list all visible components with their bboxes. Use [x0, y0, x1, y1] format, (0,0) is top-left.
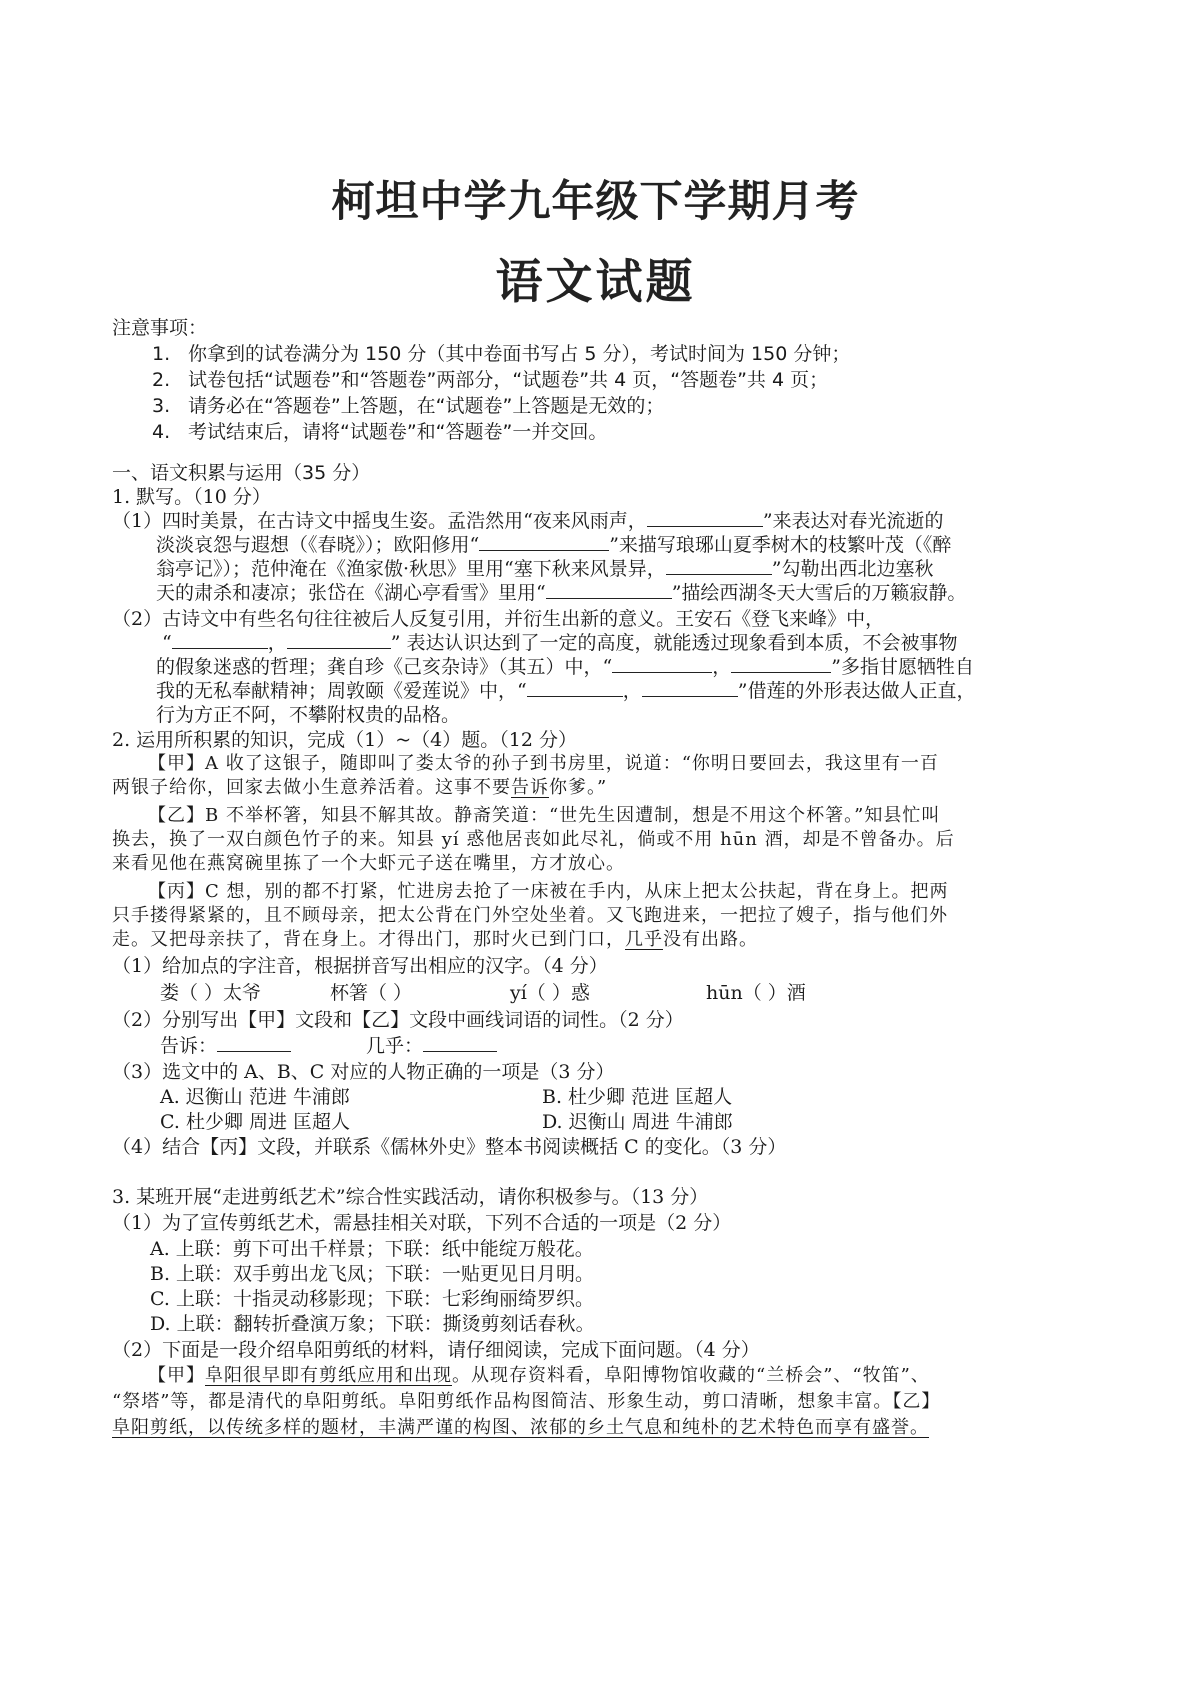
- passage-yi-line: 【乙】B 不举杯箸，知县不解其故。静斋笑道：“世先生因遭制，想是不用这个杯箸。”知县忙叫: [148, 805, 941, 826]
- passage-bing-line: 走。又把母亲扶了，背在身上。才得出门，那时火已到门口，几乎没有出路。: [112, 929, 758, 950]
- notice-item: 4. 考试结束后，请将“试题卷”和“答题卷”一并交回。: [152, 421, 608, 443]
- passage-bing-line: 【丙】C 想，别的都不打紧，忙进房去抢了一床被在手内，从床上把太公扶起，背在身上。把两: [148, 881, 949, 902]
- choice-option[interactable]: D. 迟衡山 周进 牛浦郎: [542, 1111, 733, 1133]
- q1-text-line: 淡淡哀怨与遐想（《春晓》）；欧阳修用“ ”来描写琅琊山夏季树木的枝繁叶茂（《醉: [156, 534, 952, 556]
- pinyin-item: hūn（ ）酒: [706, 982, 806, 1004]
- q2-subquestion: （4）结合【丙】文段，并联系《儒林外史》整本书阅读概括 C 的变化。（3 分）: [112, 1136, 787, 1158]
- passage-jia-line: 【甲】A 收了这银子，随即叫了娄太爷的孙子到书房里，说道：“你明日要回去，我这里有一百: [148, 753, 939, 774]
- q2-subquestion: （1）给加点的字注音，根据拼音写出相应的汉字。（4 分）: [112, 955, 608, 977]
- answer-blank[interactable]: [666, 556, 772, 575]
- answer-blank[interactable]: [612, 654, 712, 673]
- choice-option[interactable]: A. 迟衡山 范进 牛浦郎: [160, 1086, 350, 1108]
- choice-option[interactable]: B. 杜少卿 范进 匡超人: [542, 1086, 733, 1108]
- notice-heading: 注意事项：: [112, 317, 208, 339]
- underlined-sentence: 阜阳很早即有剪纸应用和出现: [205, 1365, 452, 1386]
- q1-text-line: 行为方正不阿，不攀附权贵的品格。: [156, 704, 461, 726]
- exam-subtitle: 语文试题: [495, 255, 696, 310]
- passage-yi-line: 换去，换了一双白颜色竹子的来。知县 yí 惑他居丧如此尽礼，倘或不用 hūn 酒，却是不曾备办。后: [112, 829, 955, 850]
- underlined-word: 告诉: [511, 777, 549, 798]
- q1-text-line: “ ， ” 表达认识达到了一定的高度，就能透过现象看到本质，不会被事物: [162, 632, 958, 654]
- question-1-heading: 1. 默写。（10 分）: [112, 486, 271, 508]
- underlined-word: 几乎: [625, 929, 663, 950]
- choice-option[interactable]: B. 上联：双手剪出龙飞凤；下联：一贴更见日月明。: [150, 1263, 595, 1285]
- q2-subquestion: （2）分别写出【甲】文段和【乙】文段中画线词语的词性。（2 分）: [112, 1009, 684, 1031]
- choice-option[interactable]: C. 上联：十指灵动移影现；下联：七彩绚丽绮罗织。: [150, 1288, 594, 1310]
- passage-jia-line: 两银子给你，回家去做小生意养活着。这事不要告诉你爹。”: [112, 777, 608, 798]
- q3-subquestion: （2）下面是一段介绍阜阳剪纸的材料，请仔细阅读，完成下面问题。（4 分）: [112, 1339, 760, 1361]
- pinyin-item: 娄（ ）太爷: [160, 982, 262, 1004]
- word-class-answer: 几乎：: [366, 1033, 497, 1059]
- passage-bing-line: 只手搂得紧紧的，且不顾母亲，把太公背在门外空处坐着。又飞跑进来，一把拉了嫂子，指与他们外: [112, 905, 948, 926]
- pinyin-item: 杯箸（ ）: [330, 982, 413, 1004]
- answer-blank[interactable]: [287, 630, 391, 649]
- section-heading: 一、语文积累与运用（35 分）: [112, 462, 371, 484]
- answer-blank[interactable]: [647, 508, 763, 527]
- pinyin-item: yí（ ）惑: [510, 982, 590, 1004]
- word-class-answer: 告诉：: [160, 1033, 291, 1059]
- passage-yi-line: 来看见他在燕窝碗里拣了一个大虾元子送在嘴里，方才放心。: [112, 853, 625, 874]
- answer-blank[interactable]: [527, 678, 623, 697]
- q1-text-line: 天的肃杀和凄凉；张岱在《湖心亭看雪》里用“ ”描绘西湖冬天大雪后的万籁寂静。: [156, 582, 967, 604]
- q1-text-line: 我的无私奉献精神；周敦颐《爱莲说》中，“ ， ”借莲的外形表达做人正直，: [156, 680, 976, 702]
- q1-text-line: 的假象迷惑的哲理；龚自珍《己亥杂诗》（其五）中，“ ， ”多指甘愿牺牲自: [156, 656, 974, 678]
- notice-item: 2. 试卷包括“试题卷”和“答题卷”两部分，“试题卷”共 4 页，“答题卷”共 4 页；: [152, 369, 829, 391]
- material-line: 阜阳剪纸，以传统多样的题材，丰满严谨的构图、浓郁的乡土气息和纯朴的艺术特色而享有盛誉。: [112, 1417, 929, 1438]
- answer-blank[interactable]: [423, 1033, 497, 1052]
- exam-title: 柯坦中学九年级下学期月考: [331, 177, 860, 227]
- answer-blank[interactable]: [479, 532, 609, 551]
- answer-blank[interactable]: [217, 1033, 291, 1052]
- notice-item: 1. 你拿到的试卷满分为 150 分（其中卷面书写占 5 分），考试时间为 150 分钟；: [152, 343, 851, 365]
- q1-text-line: 翁亭记》）；范仲淹在《渔家傲·秋思》里用“塞下秋来风景异， ”勾勒出西北边塞秋: [156, 558, 934, 580]
- notice-item: 3. 请务必在“答题卷”上答题，在“试题卷”上答题是无效的；: [152, 395, 665, 417]
- material-line: “祭塔”等，都是清代的阜阳剪纸。阜阳剪纸作品构图简洁、形象生动，剪口清晰，想象丰富。【乙】: [112, 1391, 941, 1412]
- choice-option[interactable]: A. 上联：剪下可出千样景；下联：纸中能绽万般花。: [150, 1238, 594, 1260]
- material-line: 【甲】阜阳很早即有剪纸应用和出现。从现存资料看，阜阳博物馆收藏的“兰桥会”、“牧笛”、: [148, 1365, 930, 1386]
- answer-blank[interactable]: [546, 580, 672, 599]
- question-3-heading: 3. 某班开展“走进剪纸艺术”综合性实践活动，请你积极参与。（13 分）: [112, 1186, 709, 1208]
- answer-blank[interactable]: [642, 678, 738, 697]
- q3-subquestion: （1）为了宣传剪纸艺术，需悬挂相关对联，下列不合适的一项是（2 分）: [112, 1212, 732, 1234]
- answer-blank[interactable]: [731, 654, 831, 673]
- q1-text-line: （2）古诗文中有些名句往往被后人反复引用，并衍生出新的意义。王安石《登飞来峰》中，: [112, 608, 885, 630]
- q1-text-line: （1）四时美景，在古诗文中摇曳生姿。孟浩然用“夜来风雨声， ”来表达对春光流逝的: [112, 510, 944, 532]
- choice-option[interactable]: C. 杜少卿 周进 匡超人: [160, 1111, 351, 1133]
- q2-subquestion: （3）选文中的 A、B、C 对应的人物正确的一项是（3 分）: [112, 1061, 615, 1083]
- choice-option[interactable]: D. 上联：翻转折叠演万象；下联：撕烫剪刻话春秋。: [150, 1313, 595, 1335]
- answer-blank[interactable]: [172, 630, 268, 649]
- question-2-heading: 2. 运用所积累的知识，完成（1）~（4）题。（12 分）: [112, 729, 577, 751]
